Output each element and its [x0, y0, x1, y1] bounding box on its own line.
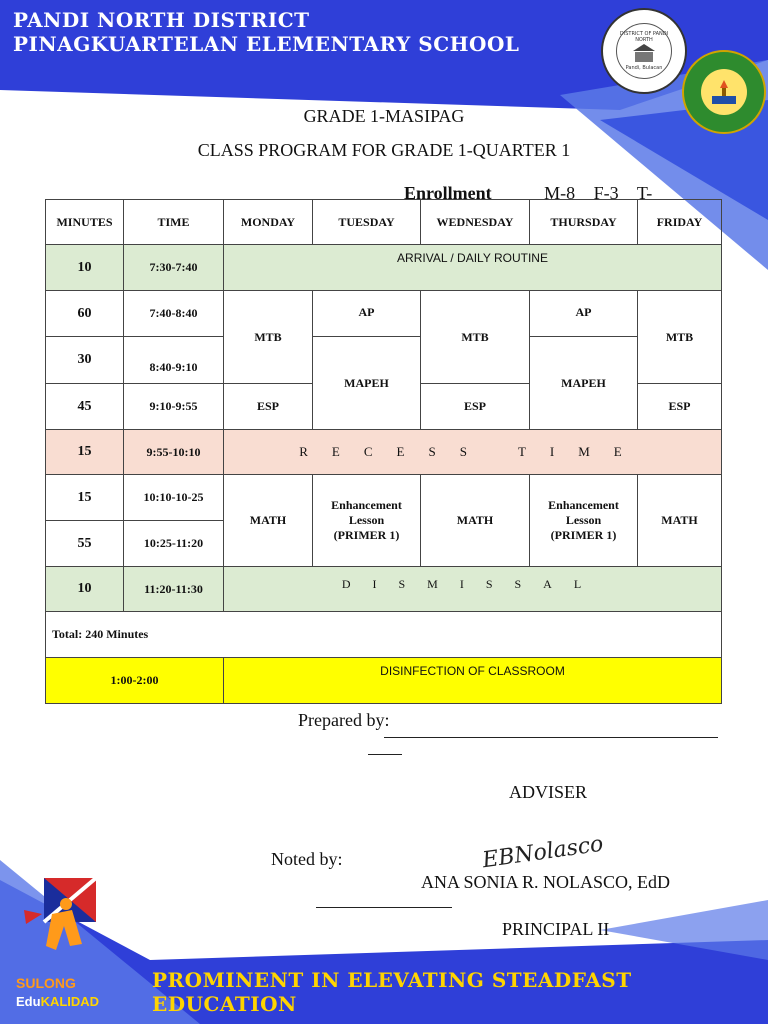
- time-cell: 9:10-9:55: [124, 384, 224, 430]
- minutes-cell: 10: [46, 245, 124, 291]
- minutes-cell: 55: [46, 521, 124, 567]
- school-building-icon: [631, 43, 657, 63]
- table-row: [46, 430, 722, 475]
- disinfection-cell: DISINFECTION OF CLASSROOM: [224, 658, 722, 704]
- program-title: CLASS PROGRAM FOR GRADE 1-QUARTER 1: [197, 140, 571, 160]
- enrollment-male: M-8: [544, 183, 576, 203]
- time-cell: 8:40-9:10: [124, 337, 224, 384]
- total-row: [46, 612, 722, 658]
- monday-math: MATH: [224, 475, 313, 567]
- adviser-signature-line: [384, 737, 718, 738]
- adviser-label: ADVISER: [509, 782, 588, 802]
- header-thursday: THURSDAY: [530, 200, 638, 245]
- table-header-row: [46, 200, 722, 245]
- minutes-cell: 10: [46, 567, 124, 612]
- torch-book-icon: [709, 78, 739, 106]
- enhancement-line-1: Enhancement: [331, 498, 402, 512]
- table-row: [46, 567, 722, 612]
- enrollment-total: T-: [636, 183, 653, 203]
- enhancement-line-1: Enhancement: [548, 498, 619, 512]
- table-row: [46, 337, 722, 384]
- wednesday-esp: ESP: [421, 384, 530, 430]
- tuesday-enhancement: [313, 475, 421, 567]
- monday-mtb: MTB: [224, 291, 313, 384]
- friday-mtb: MTB: [638, 291, 722, 384]
- thursday-enhancement: [530, 475, 638, 567]
- minutes-cell: 60: [46, 291, 124, 337]
- grade-title: GRADE 1-MASIPAG: [303, 106, 465, 126]
- time-cell: 9:55-10:10: [124, 430, 224, 475]
- district-seal: [601, 8, 687, 94]
- tuesday-ap: AP: [313, 291, 421, 337]
- time-cell: 10:25-11:20: [124, 521, 224, 567]
- friday-esp: ESP: [638, 384, 722, 430]
- table-row: [46, 245, 722, 291]
- dismissal-cell: DISMISSAL: [224, 567, 722, 612]
- time-cell: 7:40-8:40: [124, 291, 224, 337]
- adviser-signature-line-tail: [368, 754, 402, 755]
- table-row: [46, 475, 722, 521]
- wednesday-math: MATH: [421, 475, 530, 567]
- minutes-cell: 30: [46, 337, 124, 384]
- logo-kalidad: KALIDAD: [40, 994, 100, 1009]
- header-wednesday: WEDNESDAY: [421, 200, 530, 245]
- afternoon-time: 1:00-2:00: [46, 658, 224, 704]
- arrival-cell: ARRIVAL / DAILY ROUTINE: [224, 245, 722, 291]
- district-seal-text: DISTRICT OF PANDI NORTH: [619, 31, 669, 43]
- time-cell: 11:20-11:30: [124, 567, 224, 612]
- recess-cell: RECESS TIME: [224, 430, 722, 475]
- logo-edukalidad: [16, 994, 99, 1009]
- header-friday: FRIDAY: [638, 200, 722, 245]
- time-cell: 10:10-10-25: [124, 475, 224, 521]
- total-minutes: Total: 240 Minutes: [46, 612, 722, 658]
- table-row: [46, 291, 722, 337]
- school-name: PINAGKUARTELAN ELEMENTARY SCHOOL: [13, 32, 520, 56]
- footer-slogan: PROMINENT IN ELEVATING STEADFAST EDUCATION: [152, 968, 632, 1016]
- principal-signature-line: [316, 907, 452, 908]
- thursday-mapeh: MAPEH: [530, 337, 638, 430]
- sulong-logo-icon: [22, 874, 104, 956]
- district-seal-inner: [616, 23, 672, 79]
- principal-title: PRINCIPAL II: [502, 919, 610, 939]
- tuesday-mapeh: MAPEH: [313, 337, 421, 430]
- enhancement-line-3: (PRIMER 1): [333, 528, 400, 542]
- time-cell: 7:30-7:40: [124, 245, 224, 291]
- enhancement-line-2: Lesson: [565, 513, 602, 527]
- enrollment-label: Enrollment: [404, 183, 492, 203]
- district-name: PANDI NORTH DISTRICT: [13, 8, 310, 32]
- logo-sulong: SULONG: [16, 975, 76, 991]
- minutes-cell: 15: [46, 475, 124, 521]
- enhancement-line-3: (PRIMER 1): [550, 528, 617, 542]
- logo-edu: Edu: [16, 994, 41, 1009]
- minutes-cell: 45: [46, 384, 124, 430]
- header-time: TIME: [124, 200, 224, 245]
- district-seal-sub: Pandi, Bulacan: [625, 65, 663, 71]
- wednesday-mtb: MTB: [421, 291, 530, 384]
- header-tuesday: TUESDAY: [313, 200, 421, 245]
- header-monday: MONDAY: [224, 200, 313, 245]
- enhancement-line-2: Lesson: [348, 513, 385, 527]
- prepared-by-label: Prepared by:: [298, 710, 390, 730]
- principal-name: ANA SONIA R. NOLASCO, EdD: [421, 872, 671, 892]
- class-schedule-table: [45, 199, 722, 704]
- minutes-cell: 15: [46, 430, 124, 475]
- monday-esp: ESP: [224, 384, 313, 430]
- enrollment-female: F-3: [593, 183, 619, 203]
- thursday-ap: AP: [530, 291, 638, 337]
- friday-math: MATH: [638, 475, 722, 567]
- header-minutes: MINUTES: [46, 200, 124, 245]
- afternoon-row: [46, 658, 722, 704]
- noted-by-label: Noted by:: [271, 849, 343, 869]
- principal-signature: EBNolasco: [480, 831, 605, 874]
